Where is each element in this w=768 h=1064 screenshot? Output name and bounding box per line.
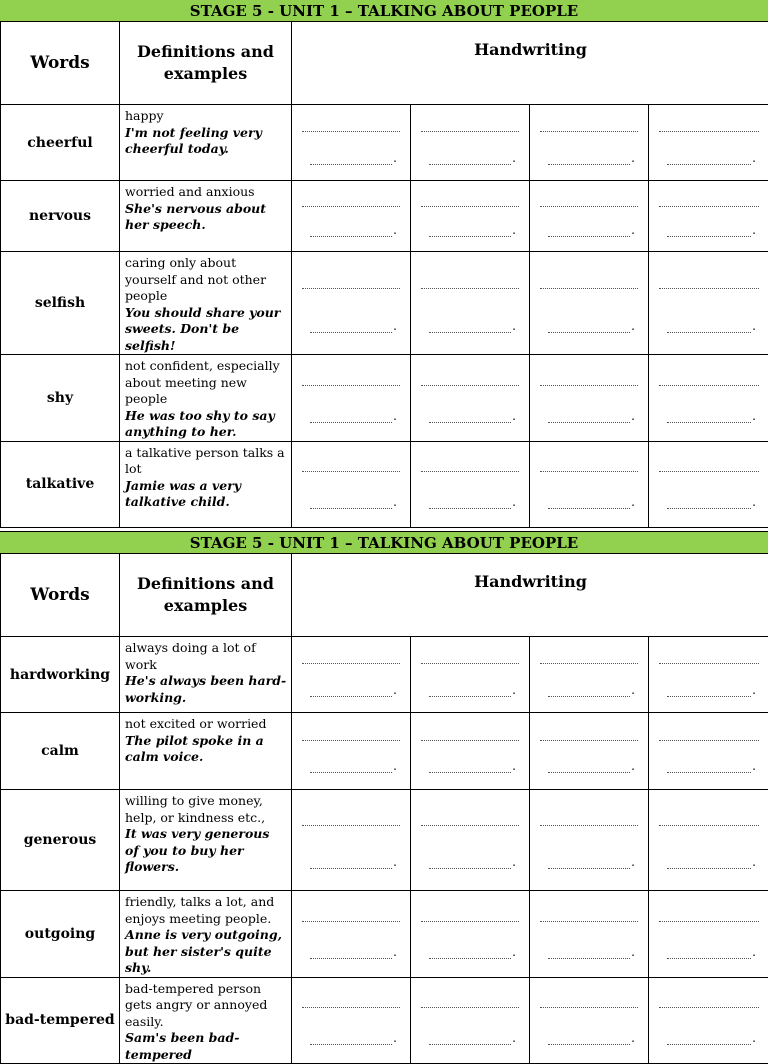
handwriting-cell[interactable]	[530, 355, 649, 442]
handwriting-cell[interactable]	[292, 713, 411, 790]
vocabulary-table	[0, 21, 768, 528]
word-cell: bad-tempered	[1, 977, 120, 1064]
handwriting-header: Handwriting	[292, 554, 768, 637]
definition-cell	[120, 181, 292, 252]
handwriting-cell[interactable]	[411, 977, 530, 1064]
word-cell: hardworking	[1, 637, 120, 713]
handwriting-cell[interactable]	[530, 891, 649, 978]
table-header-row	[1, 554, 768, 637]
words-header: Words	[1, 554, 120, 637]
handwriting-cell[interactable]	[530, 105, 649, 181]
handwriting-cell[interactable]	[530, 637, 649, 713]
example-sentence: Anne is very outgoing, but her sister's quite shy.	[125, 927, 287, 977]
meaning-text: not excited or worried	[125, 716, 287, 733]
table-row	[1, 637, 768, 713]
handwriting-cell[interactable]	[649, 891, 768, 978]
definition-cell	[120, 252, 292, 355]
table-row	[1, 977, 768, 1064]
example-sentence: He's always been hard-working.	[125, 673, 287, 706]
handwriting-cell[interactable]	[530, 977, 649, 1064]
handwriting-cell[interactable]	[649, 355, 768, 442]
words-header: Words	[1, 22, 120, 105]
table-row	[1, 252, 768, 355]
handwriting-header: Handwriting	[292, 22, 768, 105]
table-row	[1, 105, 768, 181]
table-row	[1, 891, 768, 978]
vocabulary-table	[0, 553, 768, 1064]
handwriting-cell[interactable]	[292, 637, 411, 713]
word-cell: generous	[1, 790, 120, 891]
handwriting-cell[interactable]	[530, 252, 649, 355]
handwriting-cell[interactable]	[411, 355, 530, 442]
handwriting-cell[interactable]	[292, 252, 411, 355]
handwriting-cell[interactable]	[649, 977, 768, 1064]
word-cell: nervous	[1, 181, 120, 252]
handwriting-cell[interactable]	[649, 181, 768, 252]
example-sentence: She's nervous about her speech.	[125, 201, 287, 234]
table-row	[1, 181, 768, 252]
definition-cell	[120, 441, 292, 527]
word-cell: calm	[1, 713, 120, 790]
example-sentence: It was very generous of you to buy her flowers.	[125, 826, 287, 876]
handwriting-cell[interactable]	[649, 105, 768, 181]
example-sentence: The pilot spoke in a calm voice.	[125, 733, 287, 766]
handwriting-cell[interactable]	[649, 713, 768, 790]
example-sentence: You should share your sweets. Don't be selfish!	[125, 305, 287, 355]
handwriting-cell[interactable]	[649, 637, 768, 713]
meaning-text: worried and anxious	[125, 184, 287, 201]
example-sentence: I'm not feeling very cheerful today.	[125, 125, 287, 158]
table-row	[1, 355, 768, 442]
table-row	[1, 790, 768, 891]
handwriting-cell[interactable]	[530, 790, 649, 891]
section-banner: STAGE 5 - UNIT 1 – TALKING ABOUT PEOPLE	[0, 531, 768, 553]
handwriting-cell[interactable]	[411, 891, 530, 978]
definitions-header: Definitions and examples	[120, 554, 292, 637]
handwriting-cell[interactable]	[649, 252, 768, 355]
word-cell: cheerful	[1, 105, 120, 181]
definition-cell	[120, 977, 292, 1064]
handwriting-cell[interactable]	[411, 790, 530, 891]
handwriting-cell[interactable]	[649, 790, 768, 891]
definition-cell	[120, 790, 292, 891]
handwriting-cell[interactable]	[292, 355, 411, 442]
meaning-text: not confident, especially about meeting new people	[125, 358, 287, 408]
meaning-text: always doing a lot of work	[125, 640, 287, 673]
handwriting-cell[interactable]	[292, 790, 411, 891]
handwriting-cell[interactable]	[530, 713, 649, 790]
handwriting-cell[interactable]	[411, 441, 530, 527]
handwriting-cell[interactable]	[292, 441, 411, 527]
example-sentence: He was too shy to say anything to her.	[125, 408, 287, 441]
meaning-text: friendly, talks a lot, and enjoys meeting people.	[125, 894, 287, 927]
handwriting-cell[interactable]	[411, 713, 530, 790]
meaning-text: willing to give money, help, or kindness etc.,	[125, 793, 287, 826]
handwriting-cell[interactable]	[411, 105, 530, 181]
handwriting-cell[interactable]	[530, 441, 649, 527]
handwriting-cell[interactable]	[292, 977, 411, 1064]
definition-cell	[120, 637, 292, 713]
meaning-text: happy	[125, 108, 287, 125]
example-sentence: Jamie was a very talkative child.	[125, 478, 287, 511]
table-row	[1, 713, 768, 790]
handwriting-cell[interactable]	[649, 441, 768, 527]
section-banner: STAGE 5 - UNIT 1 – TALKING ABOUT PEOPLE	[0, 0, 768, 21]
handwriting-cell[interactable]	[530, 181, 649, 252]
meaning-text: bad-tempered person gets angry or annoyed easily.	[125, 981, 287, 1031]
handwriting-cell[interactable]	[292, 891, 411, 978]
meaning-text: caring only about yourself and not other people	[125, 255, 287, 305]
word-cell: outgoing	[1, 891, 120, 978]
definition-cell	[120, 713, 292, 790]
handwriting-cell[interactable]	[411, 637, 530, 713]
table-row	[1, 441, 768, 527]
meaning-text: a talkative person talks a lot	[125, 445, 287, 478]
handwriting-cell[interactable]	[292, 105, 411, 181]
example-sentence: Sam's been bad-tempered	[125, 1030, 287, 1063]
word-cell: shy	[1, 355, 120, 442]
table-header-row	[1, 22, 768, 105]
handwriting-cell[interactable]	[411, 252, 530, 355]
definition-cell	[120, 355, 292, 442]
handwriting-cell[interactable]	[411, 181, 530, 252]
word-cell: talkative	[1, 441, 120, 527]
handwriting-cell[interactable]	[292, 181, 411, 252]
definitions-header: Definitions and examples	[120, 22, 292, 105]
definition-cell	[120, 891, 292, 978]
word-cell: selfish	[1, 252, 120, 355]
definition-cell	[120, 105, 292, 181]
